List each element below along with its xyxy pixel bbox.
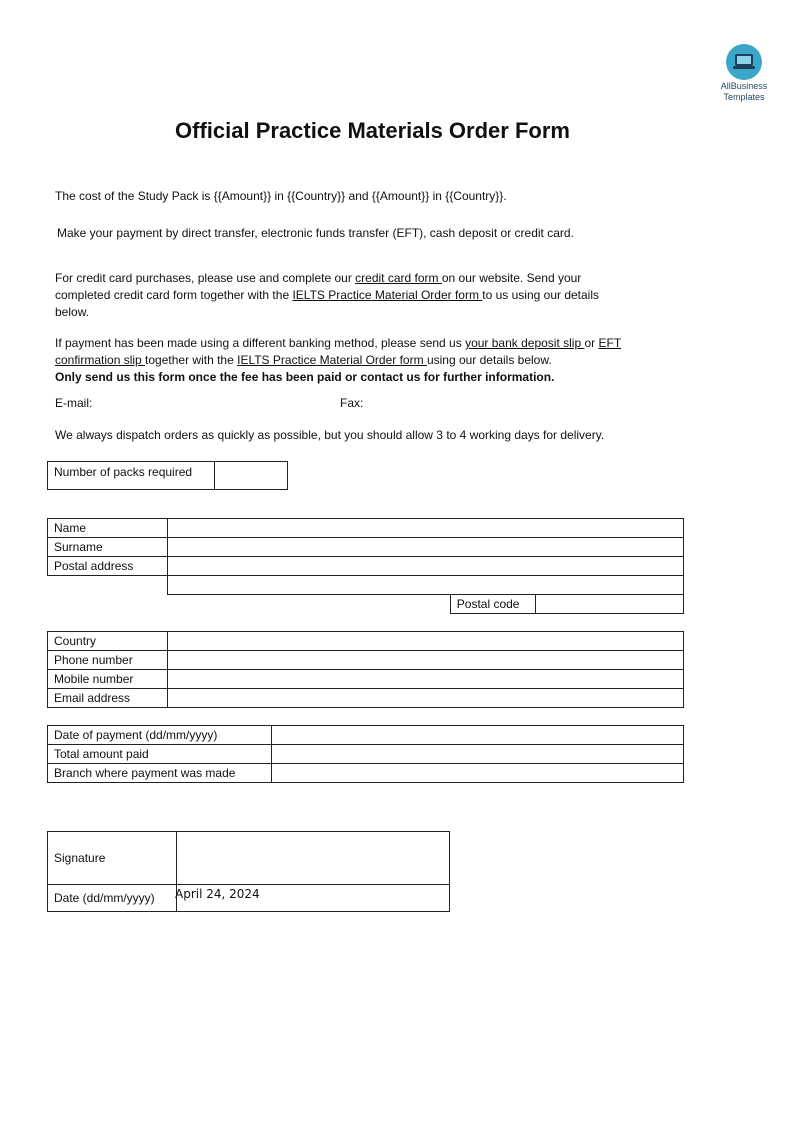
total-paid-label: Total amount paid	[48, 745, 272, 764]
postal-address-label: Postal address	[48, 557, 168, 576]
credit-card-form-link[interactable]: credit card form	[355, 271, 442, 285]
allbusiness-logo	[716, 44, 772, 102]
postal-address-input-1[interactable]	[168, 557, 684, 576]
bank-deposit-slip-link[interactable]: your bank deposit slip	[465, 336, 585, 350]
postal-code-label: Postal code	[450, 595, 535, 614]
surname-input[interactable]	[168, 538, 684, 557]
mobile-label: Mobile number	[48, 670, 168, 689]
fax-label: Fax:	[340, 396, 364, 410]
total-paid-input[interactable]	[272, 745, 684, 764]
payment-line: Make your payment by direct transfer, electronic funds transfer (EFT), cash deposit or credit card.	[57, 226, 574, 240]
page-title: Official Practice Materials Order Form	[175, 118, 570, 143]
packs-table	[47, 461, 288, 490]
payment-date-input[interactable]	[272, 726, 684, 745]
signature-date-input[interactable]	[177, 885, 450, 912]
signature-label: Signature	[48, 832, 177, 885]
packs-label: Number of packs required	[48, 462, 215, 490]
phone-input[interactable]	[168, 651, 684, 670]
laptop-icon	[726, 44, 762, 80]
branch-input[interactable]	[272, 764, 684, 783]
signature-date-label: Date (dd/mm/yyyy)	[48, 885, 177, 912]
payment-date-label: Date of payment (dd/mm/yyyy)	[48, 726, 272, 745]
postal-address-input-2[interactable]	[168, 576, 684, 595]
mobile-input[interactable]	[168, 670, 684, 689]
logo-line-2: Templates	[723, 92, 765, 102]
bank-paragraph: If payment has been made using a different banking method, please send us your bank deposit slip or EFT confirmation slip together with the IELTS Practice Material Order form using our details below. Only send us this form once the fee has been paid or contact us for further information.	[55, 335, 655, 386]
branch-label: Branch where payment was made	[48, 764, 272, 783]
bold-notice: Only send us this form once the fee has been paid or contact us for further information.	[55, 370, 555, 384]
country-label: Country	[48, 632, 168, 651]
credit-card-paragraph: For credit card purchases, please use and complete our credit card form on our website. Send your completed credit card form together with the IELTS Practice Material Order form to us using our details below.	[55, 271, 600, 319]
name-label: Name	[48, 519, 168, 538]
order-form-link[interactable]: IELTS Practice Material Order form	[292, 288, 483, 302]
postal-code-input[interactable]	[535, 595, 683, 614]
email-address-label: Email address	[48, 689, 168, 708]
signature-table	[47, 831, 450, 912]
contact-table	[47, 631, 684, 708]
dispatch-line: We always dispatch orders as quickly as possible, but you should allow 3 to 4 working days for delivery.	[55, 428, 605, 442]
cost-line: The cost of the Study Pack is {{Amount}} in {{Country}} and {{Amount}} in {{Country}}.	[55, 189, 507, 203]
name-input[interactable]	[168, 519, 684, 538]
surname-label: Surname	[48, 538, 168, 557]
signature-input[interactable]	[177, 832, 450, 885]
payment-table	[47, 725, 684, 783]
packs-input[interactable]	[215, 462, 288, 490]
email-label: E-mail:	[55, 396, 93, 410]
order-form-link-2[interactable]: IELTS Practice Material Order form	[237, 353, 427, 367]
email-input[interactable]	[168, 689, 684, 708]
country-input[interactable]	[168, 632, 684, 651]
phone-label: Phone number	[48, 651, 168, 670]
logo-line-1: AllBusiness	[720, 81, 768, 91]
signature-date-value: April 24, 2024	[175, 887, 260, 901]
eft-confirmation-slip-link[interactable]: EFT confirmation slip	[55, 336, 622, 367]
personal-table	[47, 518, 684, 614]
